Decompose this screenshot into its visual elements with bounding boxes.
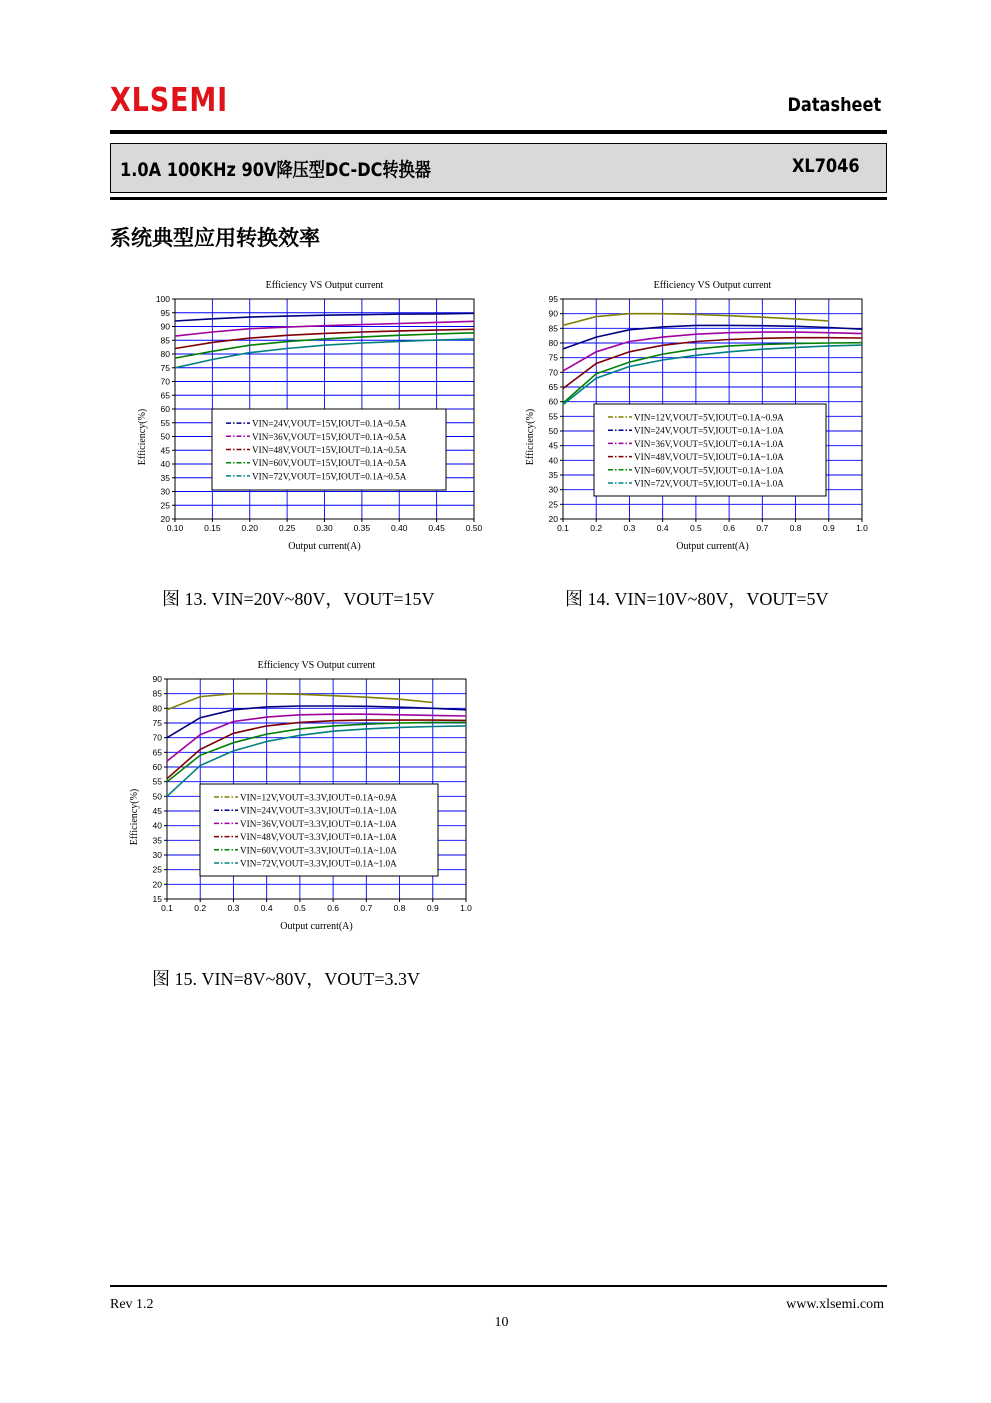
x-tick-label: 0.15 — [204, 523, 221, 533]
legend-label: VIN=72V,VOUT=5V,IOUT=0.1A~1.0A — [634, 478, 784, 489]
legend-label: VIN=12V,VOUT=3.3V,IOUT=0.1A~0.9A — [240, 792, 397, 803]
y-tick-label: 45 — [548, 440, 558, 451]
efficiency-chart-vout-3v3 — [122, 652, 482, 942]
y-tick-label: 55 — [152, 776, 162, 787]
y-tick-label: 55 — [160, 417, 170, 428]
figure-caption-15: 图 15. VIN=8V~80V，VOUT=3.3V — [152, 969, 421, 989]
y-tick-label: 25 — [152, 864, 162, 875]
x-tick-label: 0.7 — [756, 523, 769, 533]
y-tick-label: 75 — [548, 352, 558, 363]
efficiency-chart-vout-5v — [518, 272, 878, 562]
x-tick-label: 0.6 — [327, 903, 340, 913]
title-rule — [110, 197, 887, 200]
legend — [594, 404, 826, 496]
y-tick-label: 90 — [548, 308, 558, 319]
y-tick-label: 15 — [152, 894, 162, 904]
legend-label: VIN=48V,VOUT=3.3V,IOUT=0.1A~1.0A — [240, 832, 397, 843]
x-axis-label: Output current(A) — [288, 541, 361, 552]
y-tick-label: 95 — [548, 294, 558, 304]
legend-label: VIN=60V,VOUT=3.3V,IOUT=0.1A~1.0A — [240, 845, 397, 856]
legend-label: VIN=24V,VOUT=3.3V,IOUT=0.1A~1.0A — [240, 805, 397, 816]
y-tick-label: 50 — [160, 431, 170, 442]
legend-label: VIN=48V,VOUT=15V,IOUT=0.1A~0.5A — [252, 445, 407, 455]
doc-type-label: Datasheet — [787, 94, 881, 116]
legend-label: VIN=60V,VOUT=5V,IOUT=0.1A~1.0A — [634, 465, 784, 476]
y-tick-label: 55 — [548, 411, 558, 422]
legend-label: VIN=36V,VOUT=3.3V,IOUT=0.1A~1.0A — [240, 818, 397, 829]
y-tick-label: 25 — [160, 500, 170, 511]
y-tick-label: 80 — [548, 338, 558, 348]
y-tick-label: 85 — [152, 688, 162, 699]
x-tick-label: 1.0 — [460, 903, 472, 913]
x-tick-label: 0.3 — [227, 903, 240, 913]
y-tick-label: 35 — [152, 835, 162, 846]
legend-label: VIN=48V,VOUT=5V,IOUT=0.1A~1.0A — [634, 452, 784, 463]
legend-label: VIN=12V,VOUT=5V,IOUT=0.1A~0.9A — [634, 412, 784, 423]
title-banner — [110, 143, 887, 193]
y-tick-label: 20 — [160, 514, 170, 524]
y-axis-label: Efficiency(%) — [525, 408, 536, 466]
y-tick-label: 50 — [548, 426, 558, 436]
y-axis-label: Efficiency(%) — [137, 408, 148, 466]
x-axis-label: Output current(A) — [676, 541, 749, 552]
y-tick-label: 60 — [160, 404, 170, 414]
x-tick-label: 0.4 — [656, 523, 669, 533]
y-tick-label: 70 — [160, 376, 170, 387]
chart-title: Efficiency VS Output current — [265, 280, 384, 291]
x-tick-label: 0.5 — [689, 523, 702, 533]
y-tick-label: 30 — [548, 484, 558, 495]
legend-label: VIN=36V,VOUT=15V,IOUT=0.1A~0.5A — [252, 431, 407, 442]
legend-label: VIN=60V,VOUT=15V,IOUT=0.1A~0.5A — [252, 458, 407, 469]
legend-label: VIN=24V,VOUT=15V,IOUT=0.1A~0.5A — [252, 418, 407, 429]
y-tick-label: 80 — [152, 703, 162, 714]
y-axis-label: Efficiency(%) — [129, 788, 140, 846]
x-tick-label: 0.3 — [623, 523, 636, 533]
section-title: 系统典型应用转换效率 — [110, 226, 320, 250]
x-tick-label: 0.35 — [353, 523, 371, 533]
x-tick-label: 0.40 — [390, 523, 408, 533]
x-tick-label: 0.25 — [278, 523, 296, 533]
figure-caption-14: 图 14. VIN=10V~80V，VOUT=5V — [565, 589, 829, 609]
part-number: XL7046 — [792, 155, 860, 177]
x-tick-label: 0.5 — [293, 903, 306, 913]
y-tick-label: 30 — [152, 850, 162, 860]
header-rule — [110, 130, 887, 134]
y-tick-label: 70 — [152, 732, 162, 743]
y-tick-label: 95 — [160, 307, 170, 318]
y-tick-label: 75 — [152, 718, 162, 728]
x-tick-label: 0.9 — [822, 523, 835, 533]
x-tick-label: 0.50 — [465, 523, 483, 533]
y-tick-label: 75 — [160, 362, 170, 373]
legend-label: VIN=36V,VOUT=5V,IOUT=0.1A~1.0A — [634, 438, 784, 449]
y-tick-label: 100 — [155, 294, 170, 304]
chart-title: Efficiency VS Output current — [653, 280, 772, 291]
y-tick-label: 60 — [152, 762, 162, 772]
x-tick-label: 0.9 — [426, 903, 439, 913]
figure-caption-13: 图 13. VIN=20V~80V，VOUT=15V — [162, 589, 435, 609]
y-tick-label: 40 — [548, 455, 558, 466]
x-tick-label: 1.0 — [856, 523, 868, 533]
website: www.xlsemi.com — [786, 1297, 884, 1312]
y-tick-label: 40 — [160, 459, 170, 469]
y-tick-label: 65 — [152, 747, 162, 758]
x-tick-label: 0.1 — [557, 523, 569, 533]
y-tick-label: 35 — [548, 470, 558, 480]
y-tick-label: 35 — [160, 472, 170, 483]
x-tick-label: 0.45 — [428, 523, 445, 533]
x-tick-label: 0.4 — [260, 903, 273, 913]
page-number: 10 — [494, 1315, 509, 1330]
x-tick-label: 0.7 — [360, 903, 373, 913]
x-tick-label: 0.30 — [316, 523, 333, 533]
x-tick-label: 0.10 — [166, 523, 184, 533]
y-tick-label: 50 — [152, 791, 162, 802]
y-tick-label: 45 — [152, 806, 162, 816]
x-tick-label: 0.20 — [241, 523, 259, 533]
x-tick-label: 0.8 — [393, 903, 406, 913]
y-tick-label: 40 — [152, 820, 162, 831]
x-tick-label: 0.1 — [161, 903, 173, 913]
y-tick-label: 20 — [152, 879, 162, 890]
x-tick-label: 0.6 — [723, 523, 736, 533]
y-tick-label: 90 — [160, 321, 170, 332]
legend-label: VIN=72V,VOUT=15V,IOUT=0.1A~0.5A — [252, 471, 407, 482]
y-tick-label: 85 — [548, 323, 558, 334]
y-tick-label: 65 — [160, 390, 170, 401]
legend — [200, 784, 438, 876]
y-tick-label: 70 — [548, 367, 558, 378]
revision: Rev 1.2 — [110, 1297, 154, 1312]
y-tick-label: 30 — [160, 486, 170, 497]
y-tick-label: 45 — [160, 445, 170, 456]
y-tick-label: 80 — [160, 349, 170, 359]
x-tick-label: 0.2 — [194, 903, 207, 913]
y-tick-label: 25 — [548, 499, 558, 510]
y-tick-label: 20 — [548, 514, 558, 524]
y-tick-label: 90 — [152, 674, 162, 684]
y-tick-label: 60 — [548, 396, 558, 407]
x-tick-label: 0.8 — [789, 523, 802, 533]
product-title: 1.0A 100KHz 90V降压型DC-DC转换器 — [120, 159, 431, 181]
chart-title: Efficiency VS Output current — [257, 660, 376, 671]
company-logo: XLSEMI — [110, 80, 229, 119]
legend — [212, 409, 446, 490]
x-axis-label: Output current(A) — [280, 921, 353, 932]
legend-label: VIN=72V,VOUT=3.3V,IOUT=0.1A~1.0A — [240, 858, 397, 869]
footer-rule — [110, 1285, 887, 1287]
y-tick-label: 65 — [548, 382, 558, 392]
efficiency-chart-vout-15v — [130, 272, 490, 562]
legend-label: VIN=24V,VOUT=5V,IOUT=0.1A~1.0A — [634, 425, 784, 436]
y-tick-label: 85 — [160, 335, 170, 346]
x-tick-label: 0.2 — [590, 523, 603, 533]
